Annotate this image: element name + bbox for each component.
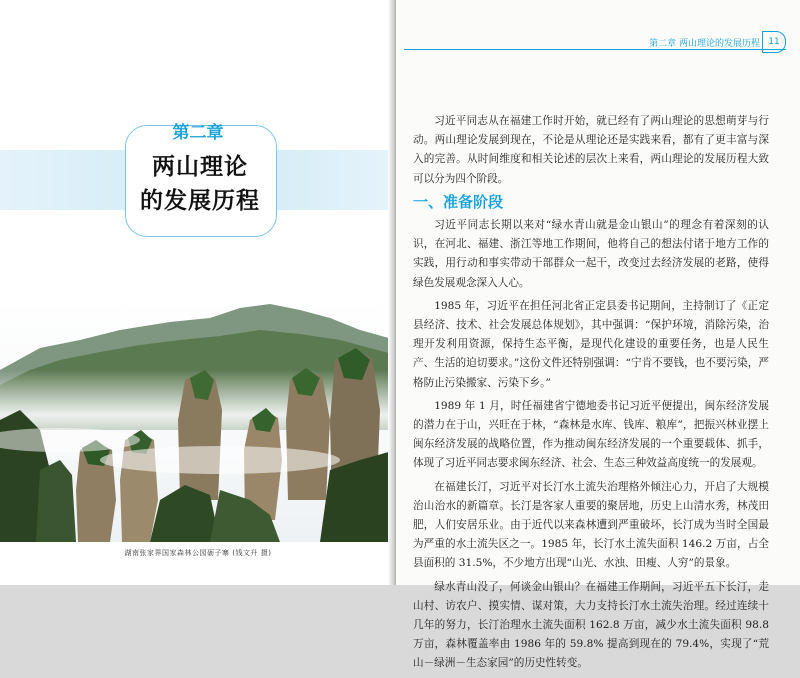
left-page bbox=[0, 0, 396, 585]
chapter-title-line2: 的发展历程 bbox=[140, 188, 260, 214]
body-paragraph: 1989 年 1 月，时任福建省宁德地委书记习近平便提出，闽东经济发展的潜力在于山，兴旺在于林，“森林是水库、钱库、粮库”，把振兴林业摆上闽东经济发展的战略位置，作为推动闽东经济发展的一个重要载体、抓手，体现了习近平同志要求闽东经济、社会、生态三种效益高度统一的发展观。 bbox=[413, 399, 769, 470]
body-text bbox=[413, 112, 769, 678]
chapter-label: 第二章 bbox=[172, 123, 224, 143]
running-head: 第二章 两山理论的发展历程 bbox=[649, 39, 760, 49]
body-paragraph: 1985 年，习近平在担任河北省正定县委书记期间，主持制订了《正定县经济、技术、社会发展总体规划》，其中强调：“保护环境，消除污染，治理开发利用资源，保持生态平衡，是现代化建设的重要任务，也是人民生产、生活的迫切要求。”这份文件还特别强调：“宁肯不要钱，也不要污染，严格防止污染搬家、污染下乡。” bbox=[413, 299, 769, 389]
page-number: 11 bbox=[762, 31, 786, 53]
section-heading: 一、准备阶段 bbox=[413, 192, 504, 211]
chapter-title-line1: 两山理论 bbox=[152, 154, 248, 180]
header-rule bbox=[404, 49, 786, 50]
body-paragraph: 习近平同志长期以来对“绿水青山就是金山银山”的理念有着深刻的认识，在河北、福建、浙江等地工作期间，他将自己的想法付诸于地方工作的实践，用行动和事实带动干部群众一起干，改变过去经济发展的老路，使得绿色发展观念深入人心。 bbox=[413, 219, 769, 289]
body-paragraph: 在福建长汀，习近平对长汀水土流失治理格外倾注心力，开启了大规模治山治水的新篇章。长汀是客家人重要的聚居地，历史上山清水秀，林茂田肥，人们安居乐业。由于近代以来森林遭到严重破坏，长汀成为当时全国最为严重的水土流失区之一。1985 年，长汀水土流失面积 146.2 万亩，占全县面积的 31.5%，不少地方出现“山光、水浊、田瘦、人穷”的景象。 bbox=[413, 480, 769, 570]
body-paragraph: 绿水青山没了，何谈金山银山？在福建工作期间，习近平五下长汀，走山村、访农户、摸实情、谋对策，大力支持长汀水土流失治理。经过连续十几年的努力，长汀治理水土流失面积 162.8 万亩，减少水土流失面积 98.8 万亩，森林覆盖率由 1986 年的 59.8% 提高到现在的 79.4%，实现了“荒山－绿洲－生态家园”的历史性转变。 bbox=[413, 580, 769, 670]
mountain-photo bbox=[0, 300, 396, 542]
intro-paragraph: 习近平同志从在福建工作时开始，就已经有了两山理论的思想萌芽与行动。两山理论发展到现在，不论是从理论还是实践来看，都有了更丰富与深入的完善。从时间维度和相关论述的层次上来看，两山理论的发展历程大致可以分为四个阶段。 bbox=[413, 115, 769, 185]
photo-caption: 湖南张家界国家森林公园砺子寨 (钱文升 摄) bbox=[124, 549, 272, 557]
